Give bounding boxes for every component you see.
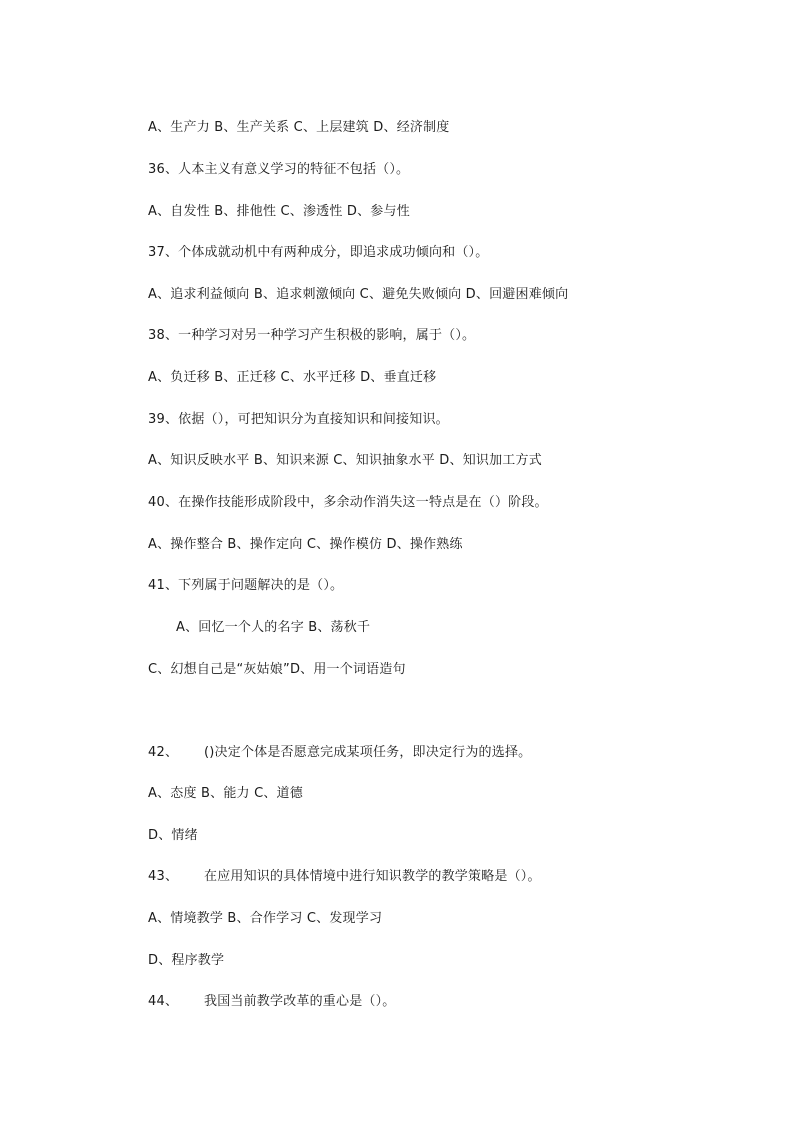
question-42 — [148, 744, 531, 762]
options-42-abc: A、态度 B、能力 C、道德 — [148, 786, 303, 801]
options-37: A、追求利益倾向 B、追求刺激倾向 C、避免失败倾向 D、回避困难倾向 — [148, 287, 569, 302]
options-36: A、自发性 B、排他性 C、渗透性 D、参与性 — [148, 204, 410, 219]
question-38: 38、一种学习对另一种学习产生积极的影响，属于（）。 — [148, 328, 476, 343]
question-36: 36、人本主义有意义学习的特征不包括（）。 — [148, 162, 410, 177]
question-37: 37、个体成就动机中有两种成分，即追求成功倾向和（）。 — [148, 245, 489, 260]
options-43-abc: A、情境教学 B、合作学习 C、发现学习 — [148, 911, 383, 926]
options-43-d: D、程序教学 — [148, 953, 225, 968]
question-41: 41、下列属于问题解决的是（）。 — [148, 578, 344, 593]
question-40: 40、在操作技能形成阶段中，多余动作消失这一特点是在（）阶段。 — [148, 495, 548, 510]
question-number: 44、 — [148, 994, 179, 1009]
options-42-d: D、情绪 — [148, 828, 198, 843]
question-44 — [148, 993, 396, 1011]
options-39: A、知识反映水平 B、知识来源 C、知识抽象水平 D、知识加工方式 — [148, 453, 542, 468]
question-number: 43、 — [148, 869, 179, 884]
question-text: 在应用知识的具体情境中进行知识教学的教学策略是（）。 — [204, 869, 541, 884]
options-41-ab: A、回忆一个人的名字 B、荡秋千 — [176, 620, 371, 635]
options-35: A、生产力 B、生产关系 C、上层建筑 D、经济制度 — [148, 120, 450, 135]
options-41-cd: C、幻想自己是“灰姑娘”D、用一个词语造句 — [148, 662, 406, 677]
question-text: 我国当前教学改革的重心是（）。 — [204, 994, 396, 1009]
question-text: ()决定个体是否愿意完成某项任务，即决定行为的选择。 — [204, 745, 532, 760]
options-40: A、操作整合 B、操作定向 C、操作模仿 D、操作熟练 — [148, 537, 463, 552]
question-43 — [148, 868, 541, 886]
options-38: A、负迁移 B、正迁移 C、水平迁移 D、垂直迁移 — [148, 370, 437, 385]
question-39: 39、依据（），可把知识分为直接知识和间接知识。 — [148, 412, 449, 427]
question-number: 42、 — [148, 745, 179, 760]
